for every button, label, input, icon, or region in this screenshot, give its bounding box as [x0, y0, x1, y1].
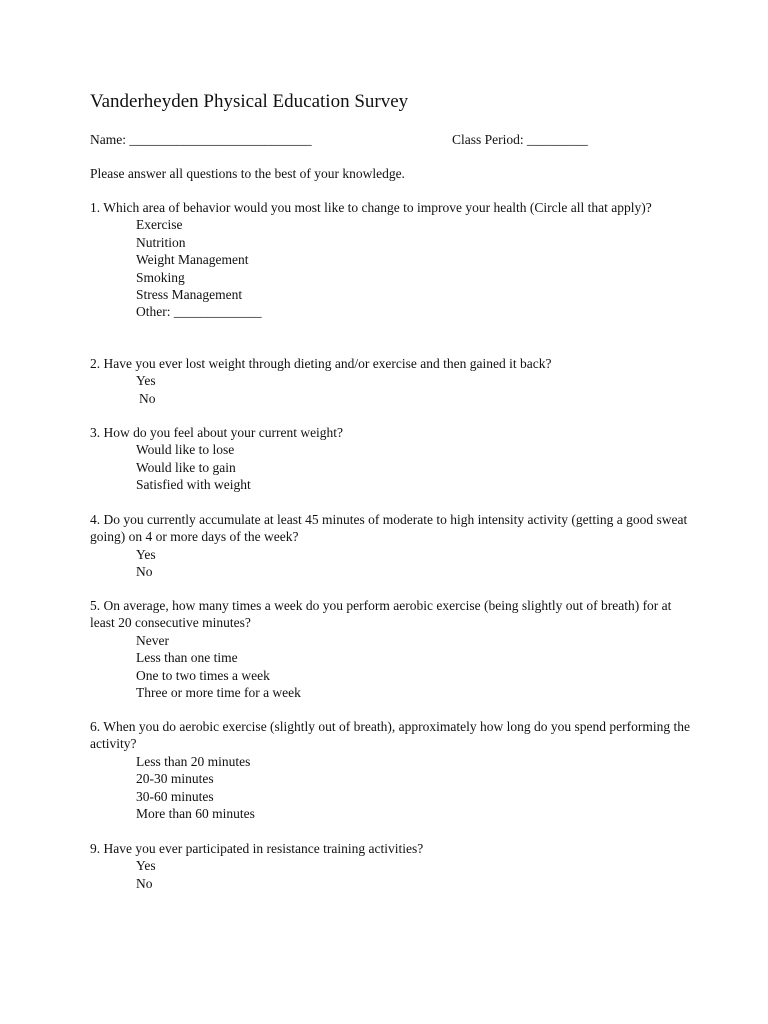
answer-option: Yes — [136, 373, 156, 389]
answer-option: Less than one time — [136, 650, 238, 666]
question-1 — [90, 199, 690, 321]
answer-option: 20-30 minutes — [136, 771, 214, 787]
answer-option: Weight Management — [136, 252, 249, 268]
answer-option: 30-60 minutes — [136, 788, 214, 804]
answer-option: Stress Management — [136, 287, 243, 303]
question-4 — [90, 511, 690, 581]
answer-option: Exercise — [136, 217, 183, 233]
answer-option: Smoking — [136, 269, 185, 285]
answer-option: No — [136, 875, 153, 891]
answer-option: Yes — [136, 858, 156, 874]
question-6 — [90, 718, 690, 822]
question-2 — [90, 355, 690, 407]
answer-option: Nutrition — [136, 234, 186, 250]
answer-option: No — [139, 390, 156, 406]
question-9 — [90, 840, 690, 892]
answer-option: Three or more time for a week — [136, 685, 301, 701]
question-text: 5. On average, how many times a week do you perform aerobic exercise (being slightly out of breath) for at least 20 consecutive minutes? — [90, 598, 672, 631]
answer-option: Satisfied with weight — [136, 477, 251, 493]
name-field: Name: ___________________________ — [90, 132, 312, 147]
question-text: 2. Have you ever lost weight through dieting and/or exercise and then gained it back? — [90, 356, 552, 371]
answer-option: Other: _____________ — [136, 304, 262, 320]
instructions-text: Please answer all questions to the best of your knowledge. — [90, 166, 405, 181]
answer-option: Yes — [136, 546, 156, 562]
question-3 — [90, 424, 690, 494]
answer-option: No — [136, 564, 153, 580]
question-text: 3. How do you feel about your current weight? — [90, 425, 344, 440]
answer-option: More than 60 minutes — [136, 806, 255, 822]
question-text: 9. Have you ever participated in resistance training activities? — [90, 841, 424, 856]
answer-option: Would like to gain — [136, 459, 236, 475]
question-text: 6. When you do aerobic exercise (slightly out of breath), approximately how long do you spend performing the activity? — [90, 719, 690, 752]
answer-option: Never — [136, 632, 169, 648]
survey-title: Vanderheyden Physical Education Survey — [90, 91, 409, 112]
question-text: 4. Do you currently accumulate at least 45 minutes of moderate to high intensity activity (getting a good sweat going) on 4 or more days of the week? — [90, 512, 688, 545]
class-period-field: Class Period: _________ — [452, 132, 588, 147]
question-text: 1. Which area of behavior would you most like to change to improve your health (Circle all that apply)? — [90, 200, 652, 215]
question-5 — [90, 597, 690, 701]
answer-option: Would like to lose — [136, 442, 235, 458]
answer-option: Less than 20 minutes — [136, 753, 251, 769]
answer-option: One to two times a week — [136, 667, 270, 683]
